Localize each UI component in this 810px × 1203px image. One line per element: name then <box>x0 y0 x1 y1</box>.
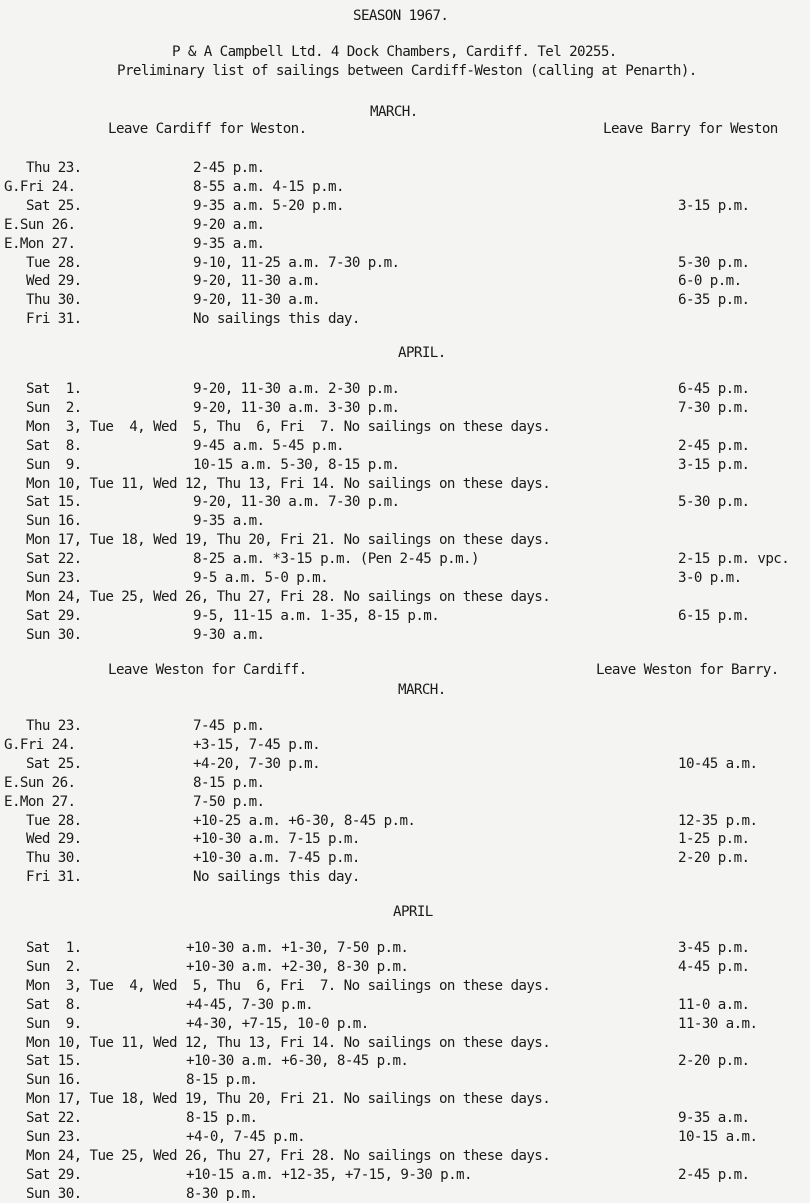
timetable-row <box>0 513 810 530</box>
day-label: Sun 23. <box>26 570 82 586</box>
sailing-times: +10-25 a.m. +6-30, 8-45 p.m. <box>193 812 416 829</box>
day-label: Sat 15. <box>26 1053 82 1070</box>
timetable-row <box>0 813 810 830</box>
timetable-row <box>0 1035 810 1052</box>
timetable-row <box>0 273 810 290</box>
barry-time: 6-0 p.m. <box>678 273 742 290</box>
timetable-row <box>0 255 810 272</box>
timetable-row <box>0 608 810 625</box>
outbound-april-heading: APRIL. <box>398 345 446 361</box>
sailing-times: 9-20, 11-30 a.m. 7-30 p.m. <box>193 494 400 511</box>
sailing-times: +10-30 a.m. +6-30, 8-45 p.m. <box>186 1053 409 1070</box>
timetable-row <box>0 381 810 398</box>
day-label: Sun 2. <box>26 958 82 975</box>
sailing-times: +4-20, 7-30 p.m. <box>193 755 321 772</box>
day-label: E.Sun 26. <box>4 216 76 233</box>
barry-time: 2-15 p.m. vpc. <box>678 551 790 568</box>
timetable-row <box>0 1110 810 1127</box>
sailing-times: 9-35 a.m. <box>193 513 265 530</box>
outbound-march-heading: MARCH. <box>370 104 418 120</box>
barry-time: 7-30 p.m. <box>678 399 750 416</box>
timetable-row <box>0 419 810 436</box>
barry-time: 6-45 p.m. <box>678 381 750 397</box>
day-label: Sat 8. <box>26 437 82 454</box>
barry-time: 11-0 a.m. <box>678 996 750 1013</box>
sailing-times: No sailings this day. <box>193 869 360 886</box>
sailing-times: 9-20 a.m. <box>193 216 265 233</box>
timetable-row <box>0 400 810 417</box>
no-sailings-days: Mon 3, Tue 4, Wed 5, Thu 6, Fri 7. No sailings on these days. <box>26 418 551 435</box>
sailing-times: +10-15 a.m. +12-35, +7-15, 9-30 p.m. <box>186 1166 472 1183</box>
outbound-left-heading: Leave Cardiff for Weston. <box>108 121 307 137</box>
day-label: Sun 2. <box>26 399 82 416</box>
sailing-times: 2-45 p.m. <box>193 160 265 176</box>
timetable-row <box>0 532 810 549</box>
sailing-times: +10-30 a.m. +2-30, 8-30 p.m. <box>186 958 409 975</box>
sailing-times: No sailings this day. <box>193 311 360 328</box>
day-label: Sat 15. <box>26 494 82 511</box>
barry-time: 6-35 p.m. <box>678 292 750 309</box>
timetable-row <box>0 311 810 328</box>
sailing-times: 9-35 a.m. 5-20 p.m. <box>193 197 344 214</box>
season-title: SEASON 1967. <box>353 8 449 24</box>
day-label: Tue 28. <box>26 812 82 829</box>
barry-time: 10-15 a.m. <box>678 1129 758 1145</box>
timetable-row <box>0 217 810 234</box>
sailing-times: 9-10, 11-25 a.m. 7-30 p.m. <box>193 254 400 271</box>
day-label: Wed 29. <box>26 273 82 290</box>
barry-time: 4-45 p.m. <box>678 958 750 975</box>
sailing-times: 7-45 p.m. <box>193 718 265 734</box>
barry-time: 1-25 p.m. <box>678 831 750 848</box>
day-label: Thu 30. <box>26 292 82 309</box>
outbound-right-heading: Leave Barry for Weston <box>603 121 778 137</box>
timetable-row <box>0 1186 810 1203</box>
timetable-row <box>0 179 810 196</box>
sailing-times: 8-15 p.m. <box>186 1072 258 1089</box>
sailing-times: 10-15 a.m. 5-30, 8-15 p.m. <box>193 456 400 473</box>
day-label: E.Mon 27. <box>4 793 76 810</box>
sailing-times: 9-20, 11-30 a.m. 2-30 p.m. <box>193 381 400 397</box>
barry-time: 3-15 p.m. <box>678 197 750 214</box>
sailing-times: 9-20, 11-30 a.m. <box>193 292 321 309</box>
day-label: Sun 9. <box>26 456 82 473</box>
timetable-row <box>0 1016 810 1033</box>
no-sailings-days: Mon 10, Tue 11, Wed 12, Thu 13, Fri 14. No sailings on these days. <box>26 475 551 492</box>
day-label: Sun 16. <box>26 1072 82 1089</box>
day-label: Thu 30. <box>26 850 82 867</box>
day-label: Sat 8. <box>26 996 82 1013</box>
day-label: Sat 22. <box>26 551 82 568</box>
timetable-row <box>0 775 810 792</box>
timetable-row <box>0 1072 810 1089</box>
sailing-times: 9-45 a.m. 5-45 p.m. <box>193 437 344 454</box>
sailing-times: 8-15 p.m. <box>193 774 265 791</box>
sailing-times: 9-30 a.m. <box>193 626 265 643</box>
timetable-row <box>0 438 810 455</box>
timetable-row <box>0 831 810 848</box>
day-label: Sat 29. <box>26 1166 82 1183</box>
timetable-row <box>0 1148 810 1165</box>
sailing-times: 7-50 p.m. <box>193 793 265 810</box>
inbound-left-heading: Leave Weston for Cardiff. <box>108 662 307 678</box>
day-label: Sat 1. <box>26 381 82 397</box>
day-label: Sun 16. <box>26 513 82 530</box>
no-sailings-days: Mon 10, Tue 11, Wed 12, Thu 13, Fri 14. No sailings on these days. <box>26 1034 551 1051</box>
barry-time: 6-15 p.m. <box>678 607 750 624</box>
barry-time: 3-0 p.m. <box>678 570 742 586</box>
timetable-row <box>0 1091 810 1108</box>
timetable-row <box>0 457 810 474</box>
sailing-times: +10-30 a.m. +1-30, 7-50 p.m. <box>186 940 409 956</box>
barry-time: 12-35 p.m. <box>678 812 758 829</box>
day-label: Sat 25. <box>26 755 82 772</box>
day-label: Sat 1. <box>26 940 82 956</box>
day-label: Sat 29. <box>26 607 82 624</box>
sailing-times: 8-15 p.m. <box>186 1110 258 1127</box>
timetable-row <box>0 959 810 976</box>
sailing-times: +4-45, 7-30 p.m. <box>186 996 314 1013</box>
sailing-times: 9-35 a.m. <box>193 235 265 252</box>
timetable-row <box>0 236 810 253</box>
sailing-times: 8-55 a.m. 4-15 p.m. <box>193 178 344 195</box>
company-line: P & A Campbell Ltd. 4 Dock Chambers, Cardiff. Tel 20255. <box>172 44 617 60</box>
sailing-times: +10-30 a.m. 7-15 p.m. <box>193 831 360 848</box>
sailing-times: 8-30 p.m. <box>186 1185 258 1202</box>
sailing-times: +4-0, 7-45 p.m. <box>186 1129 306 1145</box>
sailing-times: 9-5 a.m. 5-0 p.m. <box>193 570 329 586</box>
no-sailings-days: Mon 17, Tue 18, Wed 19, Thu 20, Fri 21. No sailings on these days. <box>26 532 551 549</box>
barry-time: 3-45 p.m. <box>678 940 750 956</box>
barry-time: 2-20 p.m. <box>678 850 750 867</box>
sailing-times: 8-25 a.m. *3-15 p.m. (Pen 2-45 p.m.) <box>193 551 479 568</box>
barry-time: 10-45 a.m. <box>678 755 758 772</box>
no-sailings-days: Mon 17, Tue 18, Wed 19, Thu 20, Fri 21. No sailings on these days. <box>26 1091 551 1108</box>
barry-time: 11-30 a.m. <box>678 1015 758 1032</box>
timetable-row <box>0 756 810 773</box>
inbound-march-heading: MARCH. <box>398 682 446 698</box>
timetable-row <box>0 737 810 754</box>
timetable-row <box>0 794 810 811</box>
day-label: Sun 9. <box>26 1015 82 1032</box>
sailing-times: +3-15, 7-45 p.m. <box>193 736 321 753</box>
sailing-times: 9-5, 11-15 a.m. 1-35, 8-15 p.m. <box>193 607 440 624</box>
subtitle-line: Preliminary list of sailings between Cardiff-Weston (calling at Penarth). <box>117 63 697 79</box>
timetable-row <box>0 198 810 215</box>
day-label: E.Sun 26. <box>4 774 76 791</box>
day-label: G.Fri 24. <box>4 178 76 195</box>
day-label: Sun 23. <box>26 1129 82 1145</box>
timetable-row <box>0 850 810 867</box>
day-label: Tue 28. <box>26 254 82 271</box>
timetable-row <box>0 1053 810 1070</box>
timetable-row <box>0 997 810 1014</box>
timetable-row <box>0 589 810 606</box>
timetable-row <box>0 570 810 587</box>
timetable-row <box>0 494 810 511</box>
timetable-row <box>0 1167 810 1184</box>
day-label: Sun 30. <box>26 1185 82 1202</box>
day-label: Sat 22. <box>26 1110 82 1127</box>
barry-time: 2-20 p.m. <box>678 1053 750 1070</box>
no-sailings-days: Mon 24, Tue 25, Wed 26, Thu 27, Fri 28. No sailings on these days. <box>26 1147 551 1164</box>
day-label: G.Fri 24. <box>4 736 76 753</box>
day-label: E.Mon 27. <box>4 235 76 252</box>
timetable-row <box>0 978 810 995</box>
barry-time: 2-45 p.m. <box>678 1166 750 1183</box>
barry-time: 5-30 p.m. <box>678 494 750 511</box>
day-label: Sun 30. <box>26 626 82 643</box>
day-label: Thu 23. <box>26 160 82 176</box>
no-sailings-days: Mon 24, Tue 25, Wed 26, Thu 27, Fri 28. No sailings on these days. <box>26 588 551 605</box>
timetable-row <box>0 718 810 735</box>
timetable-row <box>0 940 810 957</box>
inbound-right-heading: Leave Weston for Barry. <box>596 662 779 678</box>
timetable-row <box>0 160 810 177</box>
barry-time: 3-15 p.m. <box>678 456 750 473</box>
sailing-times: +10-30 a.m. 7-45 p.m. <box>193 850 360 867</box>
day-label: Sat 25. <box>26 197 82 214</box>
timetable-row <box>0 869 810 886</box>
sailing-times: 9-20, 11-30 a.m. <box>193 273 321 290</box>
sailing-times: 9-20, 11-30 a.m. 3-30 p.m. <box>193 399 400 416</box>
timetable-row <box>0 551 810 568</box>
barry-time: 5-30 p.m. <box>678 254 750 271</box>
barry-time: 2-45 p.m. <box>678 437 750 454</box>
barry-time: 9-35 a.m. <box>678 1110 750 1127</box>
timetable-row <box>0 627 810 644</box>
inbound-april-heading: APRIL <box>393 904 433 920</box>
no-sailings-days: Mon 3, Tue 4, Wed 5, Thu 6, Fri 7. No sailings on these days. <box>26 977 551 994</box>
day-label: Fri 31. <box>26 311 82 328</box>
timetable-row <box>0 292 810 309</box>
sailing-times: +4-30, +7-15, 10-0 p.m. <box>186 1015 369 1032</box>
timetable-row <box>0 1129 810 1146</box>
day-label: Thu 23. <box>26 718 82 734</box>
timetable-row <box>0 476 810 493</box>
day-label: Fri 31. <box>26 869 82 886</box>
day-label: Wed 29. <box>26 831 82 848</box>
